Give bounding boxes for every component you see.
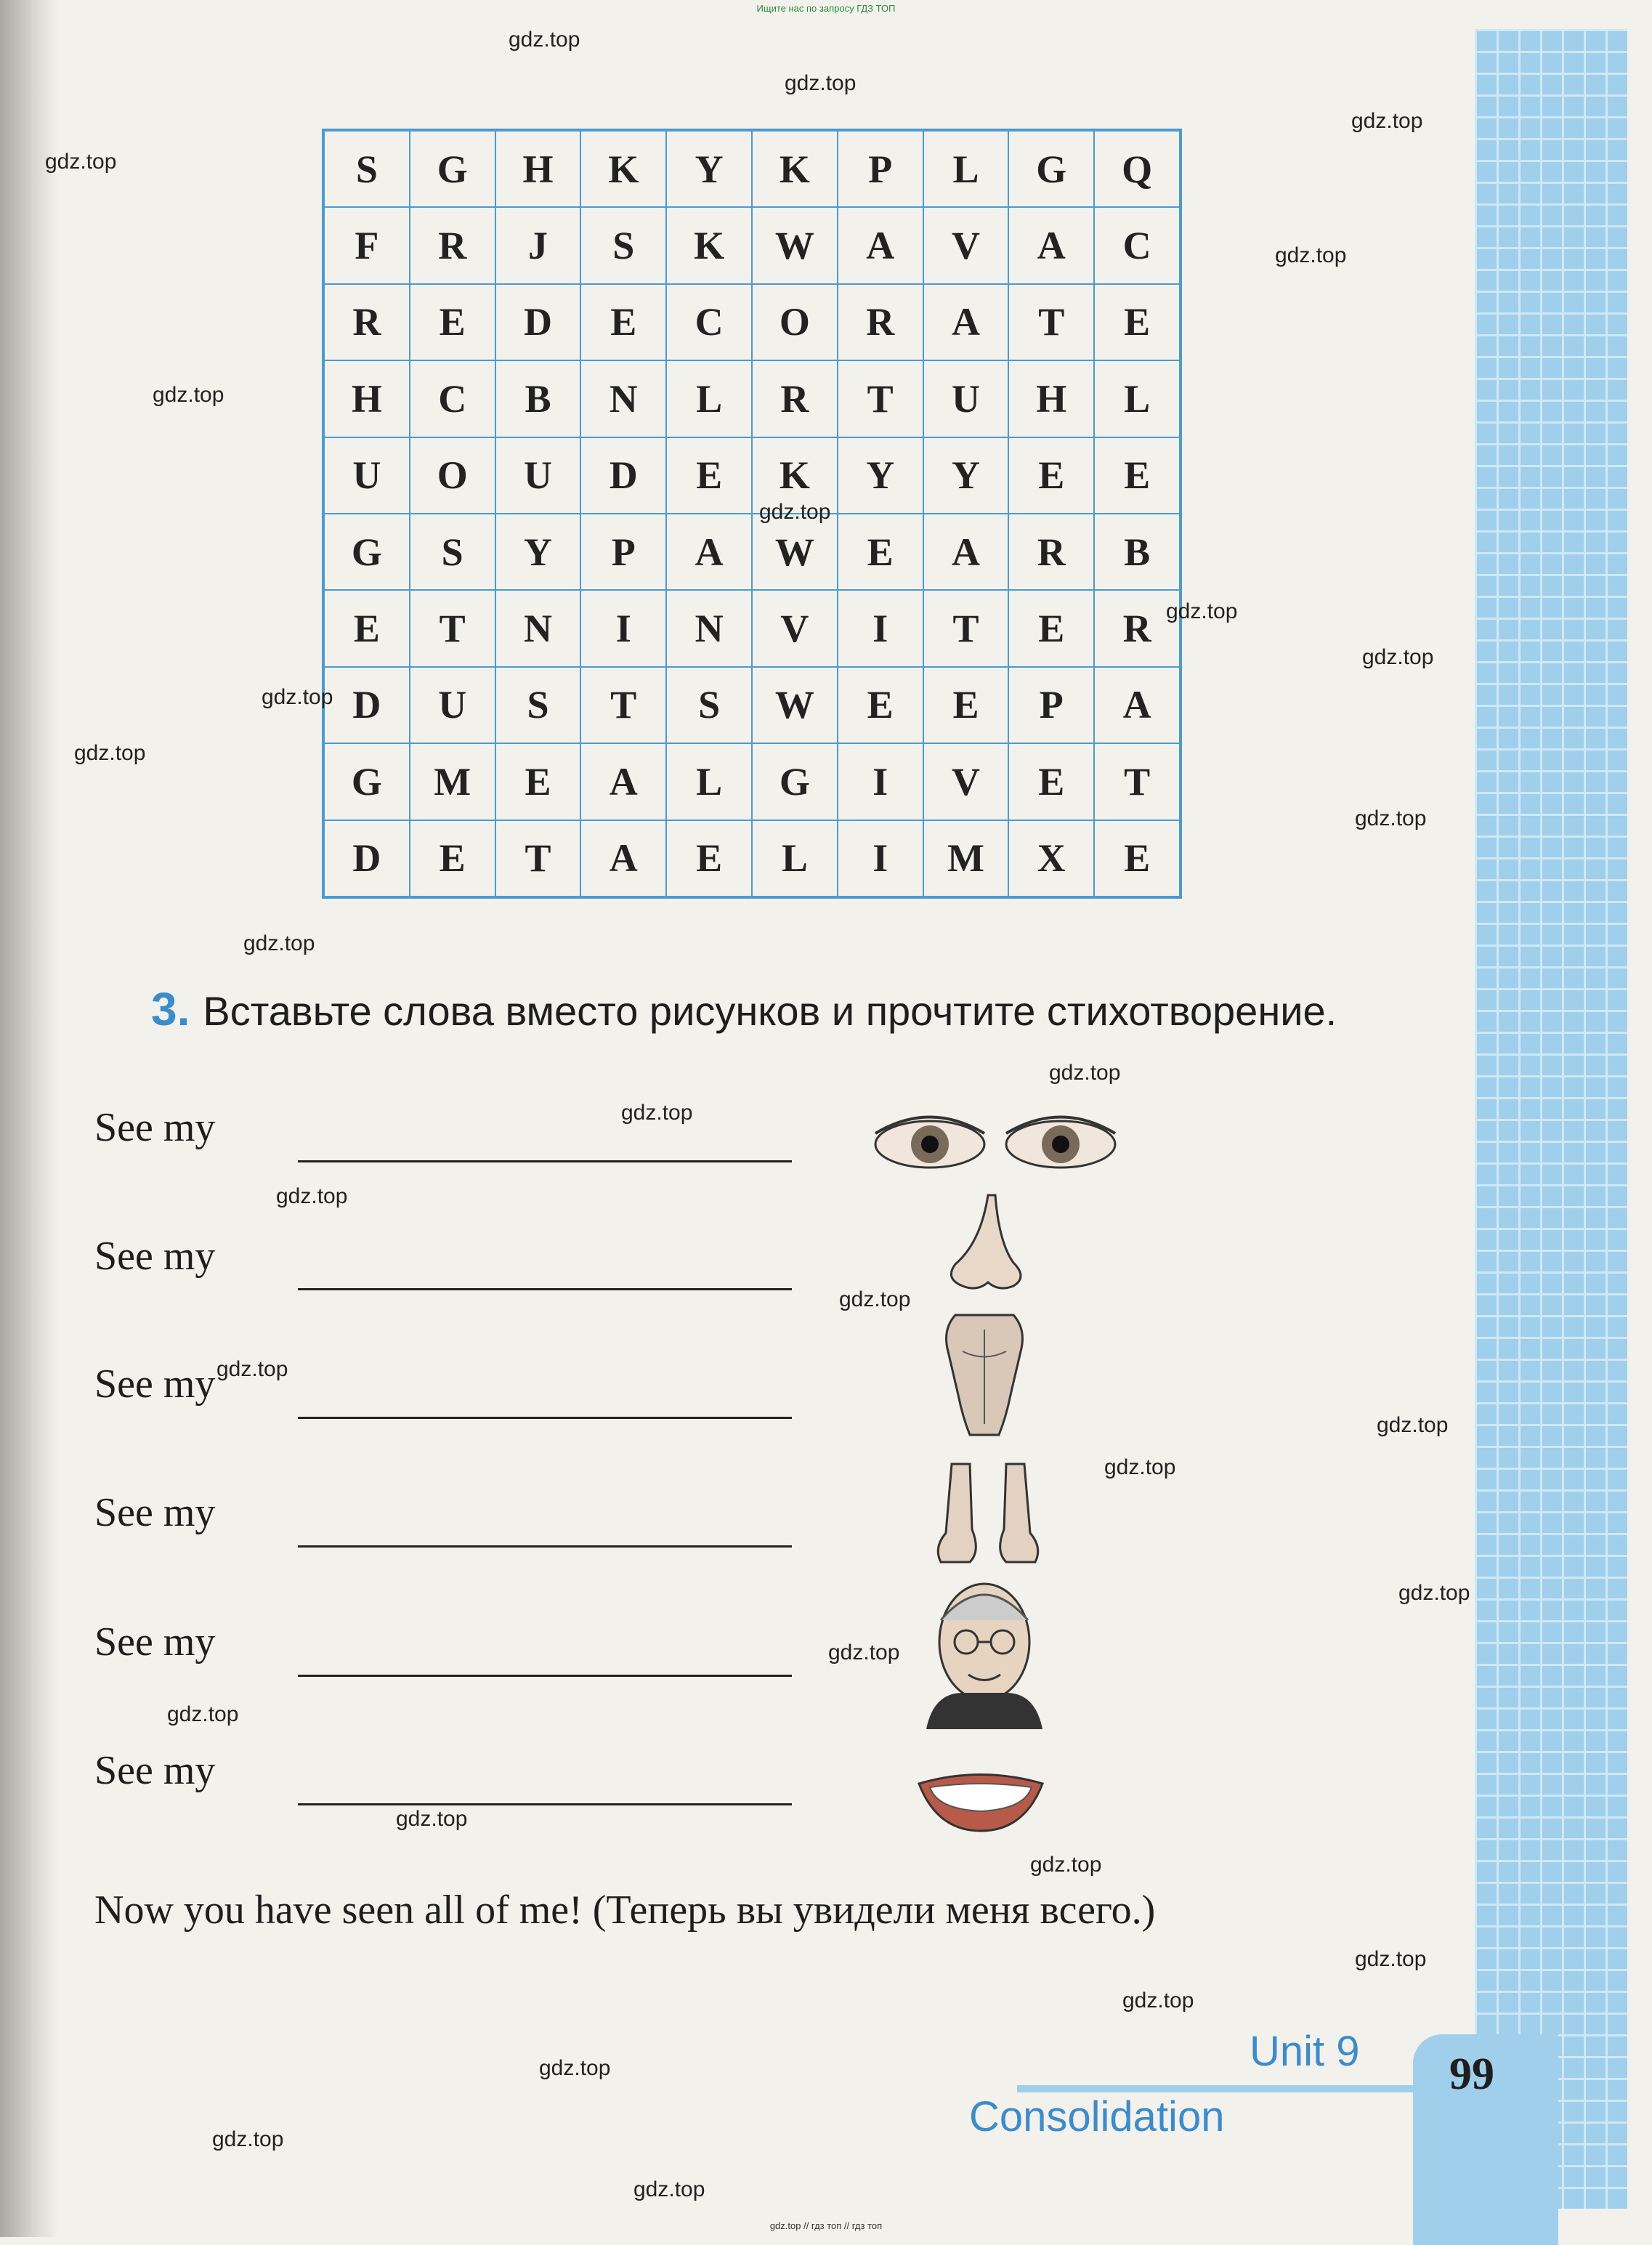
- grid-cell: N: [580, 360, 666, 437]
- grid-cell: E: [1094, 437, 1180, 514]
- grid-cell: E: [838, 667, 923, 743]
- grid-cell: Y: [838, 437, 923, 514]
- poem-line-3: See my: [94, 1362, 216, 1407]
- grid-cell: V: [923, 743, 1009, 820]
- footer-rule: [1017, 2085, 1424, 2092]
- grid-cell: T: [1094, 743, 1180, 820]
- grid-cell: A: [580, 743, 666, 820]
- grid-cell: D: [324, 820, 410, 897]
- watermark: gdz.top: [509, 28, 580, 52]
- grid-cell: A: [923, 284, 1009, 360]
- grid-cell: S: [580, 207, 666, 283]
- grid-cell: S: [495, 667, 581, 743]
- grid-cell: U: [324, 437, 410, 514]
- top-note: Ищите нас по запросу ГДЗ ТОП: [756, 3, 896, 14]
- grid-cell: E: [1008, 437, 1094, 514]
- grid-cell: D: [580, 437, 666, 514]
- watermark: gdz.top: [212, 2127, 284, 2151]
- grid-cell: E: [495, 743, 581, 820]
- answer-blank-1[interactable]: [298, 1160, 792, 1162]
- grid-cell: A: [1094, 667, 1180, 743]
- decorative-sidebar: [1475, 29, 1627, 2209]
- nose-icon: [937, 1192, 1032, 1293]
- watermark: gdz.top: [1377, 1413, 1449, 1437]
- grid-cell: K: [580, 131, 666, 207]
- grid-cell: O: [752, 284, 838, 360]
- grid-cell: M: [410, 743, 495, 820]
- section-label: Consolidation: [969, 2093, 1225, 2140]
- grid-cell: A: [666, 514, 752, 590]
- grid-cell: D: [495, 284, 581, 360]
- grid-cell: L: [666, 360, 752, 437]
- grid-cell: E: [580, 284, 666, 360]
- grid-cell: Y: [923, 437, 1009, 514]
- grid-cell: O: [410, 437, 495, 514]
- watermark: gdz.top: [45, 150, 117, 174]
- watermark: gdz.top: [1122, 1989, 1194, 2013]
- watermark: gdz.top: [1275, 243, 1347, 267]
- grid-cell: G: [752, 743, 838, 820]
- watermark: gdz.top: [1351, 109, 1423, 133]
- grid-cell: V: [752, 590, 838, 666]
- grid-cell: E: [1094, 820, 1180, 897]
- watermark: gdz.top: [621, 1101, 693, 1125]
- grid-cell: Y: [495, 514, 581, 590]
- answer-blank-6[interactable]: [298, 1803, 792, 1805]
- grid-cell: A: [838, 207, 923, 283]
- eyes-icon: [872, 1104, 1119, 1184]
- grid-cell: J: [495, 207, 581, 283]
- poem-line-6: See my: [94, 1748, 216, 1793]
- grid-cell: X: [1008, 820, 1094, 897]
- grid-cell: U: [410, 667, 495, 743]
- watermark: gdz.top: [839, 1287, 911, 1311]
- grid-cell: E: [923, 667, 1009, 743]
- grid-cell: K: [752, 131, 838, 207]
- grid-cell: R: [838, 284, 923, 360]
- grid-cell: R: [410, 207, 495, 283]
- grid-cell: K: [752, 437, 838, 514]
- grid-cell: E: [1094, 284, 1180, 360]
- unit-label: Unit 9: [1250, 2028, 1360, 2075]
- grid-cell: G: [410, 131, 495, 207]
- watermark: gdz.top: [167, 1702, 239, 1726]
- grid-cell: P: [580, 514, 666, 590]
- grid-cell: P: [838, 131, 923, 207]
- face-icon: [912, 1577, 1057, 1729]
- task-instruction: Вставьте слова вместо рисунков и прочтите стихотворение.: [203, 988, 1337, 1034]
- grid-cell: C: [666, 284, 752, 360]
- watermark: gdz.top: [262, 685, 333, 709]
- watermark: gdz.top: [396, 1807, 468, 1831]
- grid-cell: U: [923, 360, 1009, 437]
- grid-cell: U: [495, 437, 581, 514]
- grid-cell: E: [1008, 590, 1094, 666]
- mouth-icon: [915, 1769, 1046, 1835]
- grid-cell: G: [1008, 131, 1094, 207]
- grid-cell: A: [580, 820, 666, 897]
- watermark: gdz.top: [1398, 1581, 1470, 1605]
- grid-cell: E: [666, 820, 752, 897]
- grid-cell: L: [666, 743, 752, 820]
- task-number: 3.: [151, 983, 190, 1035]
- watermark: gdz.top: [153, 383, 224, 407]
- watermark: gdz.top: [828, 1641, 900, 1664]
- grid-cell: Y: [666, 131, 752, 207]
- grid-cell: A: [1008, 207, 1094, 283]
- grid-cell: N: [666, 590, 752, 666]
- grid-cell: W: [752, 514, 838, 590]
- grid-cell: P: [1008, 667, 1094, 743]
- answer-blank-3[interactable]: [298, 1417, 792, 1419]
- grid-cell: T: [923, 590, 1009, 666]
- watermark: gdz.top: [539, 2056, 611, 2080]
- grid-cell: F: [324, 207, 410, 283]
- grid-cell: W: [752, 207, 838, 283]
- grid-cell: I: [838, 743, 923, 820]
- watermark: gdz.top: [759, 500, 831, 524]
- page-number: 99: [1449, 2050, 1494, 2099]
- grid-cell: I: [838, 590, 923, 666]
- grid-cell: H: [1008, 360, 1094, 437]
- task-3-heading: [151, 982, 1415, 1038]
- grid-cell: E: [410, 820, 495, 897]
- watermark: gdz.top: [1355, 1947, 1427, 1971]
- grid-cell: L: [923, 131, 1009, 207]
- grid-cell: M: [923, 820, 1009, 897]
- grid-cell: S: [324, 131, 410, 207]
- grid-cell: S: [410, 514, 495, 590]
- watermark: gdz.top: [216, 1357, 288, 1381]
- poem-line-5: See my: [94, 1619, 216, 1664]
- watermark: gdz.top: [1355, 806, 1427, 830]
- grid-cell: H: [324, 360, 410, 437]
- grid-cell: E: [1008, 743, 1094, 820]
- watermark: gdz.top: [1030, 1853, 1102, 1877]
- grid-cell: S: [666, 667, 752, 743]
- grid-cell: A: [923, 514, 1009, 590]
- grid-cell: H: [495, 131, 581, 207]
- grid-cell: L: [1094, 360, 1180, 437]
- grid-cell: W: [752, 667, 838, 743]
- page-spine-shadow: [0, 0, 58, 2237]
- word-search-grid: [322, 129, 1182, 899]
- answer-blank-5[interactable]: [298, 1675, 792, 1677]
- grid-cell: R: [324, 284, 410, 360]
- grid-cell: E: [666, 437, 752, 514]
- grid-cell: B: [1094, 514, 1180, 590]
- grid-cell: T: [838, 360, 923, 437]
- answer-blank-4[interactable]: [298, 1545, 792, 1548]
- grid-cell: G: [324, 743, 410, 820]
- feet-icon: [930, 1460, 1046, 1569]
- grid-cell: T: [580, 667, 666, 743]
- grid-cell: B: [495, 360, 581, 437]
- watermark: gdz.top: [785, 71, 857, 95]
- grid-cell: T: [495, 820, 581, 897]
- watermark: gdz.top: [1166, 599, 1238, 623]
- grid-cell: I: [838, 820, 923, 897]
- grid-cell: C: [410, 360, 495, 437]
- watermark: gdz.top: [633, 2177, 705, 2201]
- grid-cell: N: [495, 590, 581, 666]
- torso-icon: [941, 1308, 1028, 1439]
- poem-line-2: See my: [94, 1234, 216, 1279]
- grid-cell: T: [1008, 284, 1094, 360]
- grid-cell: T: [410, 590, 495, 666]
- grid-cell: Q: [1094, 131, 1180, 207]
- grid-cell: G: [324, 514, 410, 590]
- grid-cell: K: [666, 207, 752, 283]
- closing-line: Now you have seen all of me! (Теперь вы увидели меня всего.): [94, 1888, 1156, 1933]
- grid-cell: R: [752, 360, 838, 437]
- watermark: gdz.top: [1362, 645, 1434, 669]
- answer-blank-2[interactable]: [298, 1288, 792, 1290]
- poem-line-4: See my: [94, 1490, 216, 1535]
- grid-cell: D: [324, 667, 410, 743]
- grid-cell: E: [838, 514, 923, 590]
- grid-cell: E: [324, 590, 410, 666]
- watermark: gdz.top: [1104, 1455, 1176, 1479]
- poem-line-1: See my: [94, 1105, 216, 1150]
- grid-cell: E: [410, 284, 495, 360]
- watermark: gdz.top: [1049, 1061, 1121, 1085]
- watermark: gdz.top: [276, 1184, 348, 1208]
- watermark: gdz.top: [74, 741, 146, 765]
- grid-cell: I: [580, 590, 666, 666]
- grid-cell: R: [1094, 590, 1180, 666]
- grid-cell: V: [923, 207, 1009, 283]
- grid-cell: L: [752, 820, 838, 897]
- grid-cell: C: [1094, 207, 1180, 283]
- watermark: gdz.top: [243, 931, 315, 955]
- grid-cell: R: [1008, 514, 1094, 590]
- bottom-note: gdz.top // гдз топ // гдз топ: [769, 2220, 883, 2231]
